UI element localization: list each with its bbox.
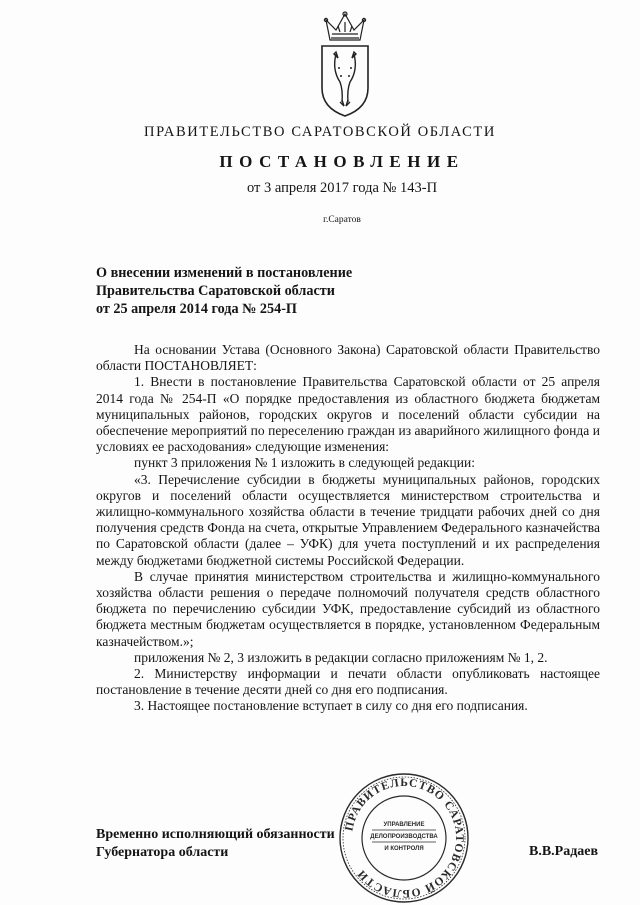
stamp-center-line: УПРАВЛЕНИЕ — [383, 822, 425, 828]
body-paragraph: 3. Настоящее постановление вступает в силу со дня его подписания. — [134, 698, 528, 714]
signatory-position — [96, 826, 335, 862]
document-city: г.Саратов — [323, 215, 361, 225]
stamp-center-line: ДЕЛОПРОИЗВОДСТВА — [370, 834, 438, 840]
body-paragraph: 1. Внести в постановление Правительства Саратовской области от 25 апреля 2014 года № 254-П «О порядке предоставления из областного бюджета бюджетам муниципальных районов, городских округов и поселений области субсидии на обеспечение мероприятий по переселению граждан из аварийного жилищного фонда и условиях ее расходования» следующие изменения: — [96, 374, 600, 455]
document-date-number: от 3 апреля 2017 года № 143-П — [246, 180, 438, 196]
body-paragraph: приложения № 2, 3 изложить в редакции согласно приложениям № 1, 2. — [134, 649, 548, 665]
stamp-ring-text: ПРАВИТЕЛЬСТВО САРАТОВСКОЙ ОБЛАСТИ — [343, 776, 466, 900]
body-paragraph: На основании Устава (Основного Закона) Саратовской области Правительство области ПОСТАНОВЛЯЕТ: — [96, 342, 600, 374]
government-name: ПРАВИТЕЛЬСТВО САРАТОВСКОЙ ОБЛАСТИ — [144, 124, 496, 140]
document-type-title: ПОСТАНОВЛЕНИЕ — [219, 152, 465, 171]
saratov-oblast-coat-of-arms-icon — [312, 10, 378, 118]
body-paragraph: В случае принятия министерством строительства и жилищно-коммунального хозяйства области решения о передаче полномочий получателя средств областного бюджета по перечислению субсидии УФК, предоставление субсидий из областного бюджета местным бюджетам осуществляется в порядке, установленном Федеральным казначейством.»; — [96, 568, 600, 649]
signatory-position-line: Губернатора области — [96, 845, 229, 860]
stamp-center-line: И КОНТРОЛЯ — [384, 846, 424, 852]
document-subject — [96, 264, 416, 318]
document-body — [96, 342, 600, 715]
signatory-position-line: Временно исполняющий обязанности — [96, 827, 335, 842]
subject-line: от 25 апреля 2014 года № 254-П — [96, 301, 297, 317]
subject-line: Правительства Саратовской области — [96, 283, 335, 299]
subject-line: О внесении изменений в постановление — [96, 265, 353, 281]
body-paragraph: пункт 3 приложения № 1 изложить в следующей редакции: — [134, 455, 475, 471]
official-seal-stamp-icon — [336, 770, 472, 905]
body-paragraph: 2. Министерству информации и печати области опубликовать настоящее постановление в течение десяти дней со дня его подписания. — [96, 666, 600, 698]
body-paragraph: «3. Перечисление субсидии в бюджеты муниципальных районов, городских округов и поселений области осуществляется министерством строительства и жилищно-коммунального хозяйства области в течение тридцати рабочих дней со дня получения средств Фонда на счета, открытые Управлением Федерального казначейства по Саратовской области (далее – УФК) для учета поступлений и их распределения между бюджетами бюджетной системы Российской Федерации. — [96, 471, 600, 568]
signatory-name: В.В.Радаев — [529, 844, 599, 859]
